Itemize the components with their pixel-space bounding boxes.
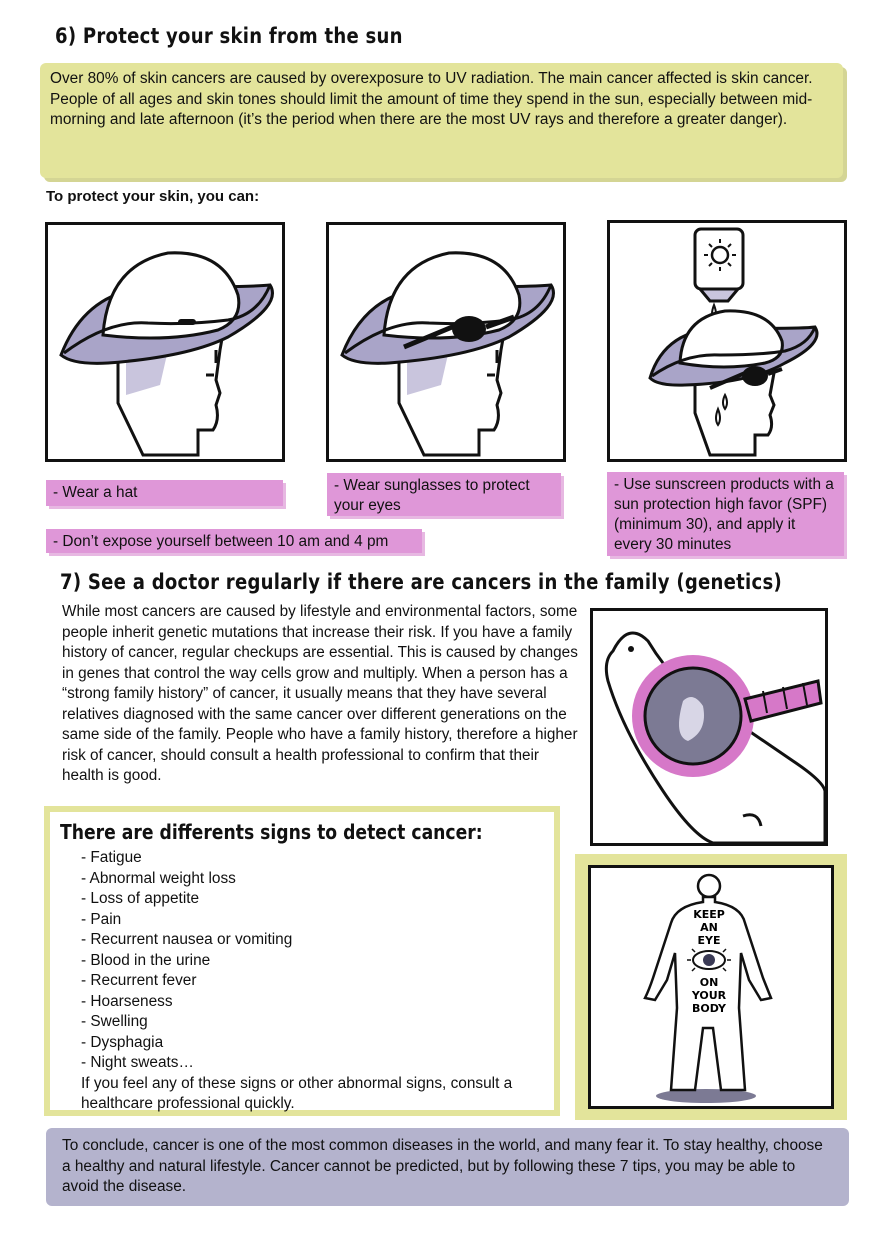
sunscreen-illustration-panel [607,220,847,462]
intro-paragraph-1: Over 80% of skin cancers are caused by overexposure to UV radiation. The main cancer affected is skin cancer. [50,70,813,87]
list-item: - Dysphagia [81,1033,164,1051]
list-item: - Blood in the urine [81,951,211,969]
magnifier-illustration-panel [590,608,828,846]
intro-paragraph-2: People of all ages and skin tones should limit the amount of time they spend in the sun, especially between mid-morning and late afternoon (it’s the period when there are the most UV rays and therefore a greater danger). [50,90,813,128]
illustration-text-keep: KEEP [693,908,725,921]
sunglasses-head-illustration [329,225,563,459]
magnifier-body-illustration [593,611,825,843]
illustration-text-an: AN [700,921,718,934]
conclusion-box: To conclude, cancer is one of the most common diseases in the world, and many fear it. To stay healthy, choose a healthy and natural lifestyle. Cancer cannot be predicted, but by following these 7 tips, you may be able to avoid the disease. [46,1128,849,1206]
tip-wear-hat: - Wear a hat [46,480,283,506]
list-item: - Swelling [81,1013,148,1030]
list-item: - Abnormal weight loss [81,869,236,887]
protect-subheading: To protect your skin, you can: [46,188,260,205]
list-item: - Night sweats… [81,1054,194,1071]
list-item: - Recurrent nausea or vomiting [81,931,293,948]
tip-sunscreen: - Use sunscreen products with a sun protection high favor (SPF) (minimum 30), and apply it every 30 minutes [607,472,844,556]
keep-an-eye-illustration-panel [588,865,834,1109]
sunscreen-head-illustration [610,223,844,459]
hat-head-illustration [48,225,282,459]
cancer-signs-box [44,806,560,1116]
tip-wear-sunglasses: - Wear sunglasses to protect your eyes [327,473,561,516]
section7-body: While most cancers are caused by lifestyle and environmental factors, some people inherit genetic mutations that increase their risk. If you have a family history of cancer, regular checkups are essential. This is caused by changes in genes that control the way cells grow and multiply. When a person has a “strong family history” of cancer, it usually means that they have several relatives diagnosed with the same cancer over different generations on the same side of the family. People who have a family history, therefore a higher risk of cancer, should consult a health professional to confirm that their health is good. [62,603,578,784]
list-item: - Fatigue [81,849,142,866]
section6-title: 6) Protect your skin from the sun [55,24,403,48]
signs-note: If you feel any of these signs or other abnormal signs, consult a healthcare professional quickly. [81,1074,513,1112]
body-figure-illustration [591,868,831,1106]
list-item: - Loss of appetite [81,890,200,907]
signs-title: There are differents signs to detect cancer: [60,820,483,844]
illustration-text-on: ON [699,976,719,989]
sunglasses-illustration-panel [326,222,566,462]
illustration-text-your: YOUR [691,989,727,1002]
intro-box [40,63,843,178]
list-item: - Hoarseness [81,992,173,1010]
section7-title: 7) See a doctor regularly if there are cancers in the family (genetics) [60,570,782,594]
illustration-text-eye: EYE [697,934,721,947]
illustration-text-body: BODY [691,1002,727,1015]
tip-avoid-sun-hours: - Don’t expose yourself between 10 am and 4 pm [46,529,422,553]
hat-illustration-panel [45,222,285,462]
list-item: - Recurrent fever [81,972,197,989]
list-item: - Pain [81,910,122,928]
keep-an-eye-illustration-frame [575,854,847,1120]
signs-list [60,848,544,1074]
